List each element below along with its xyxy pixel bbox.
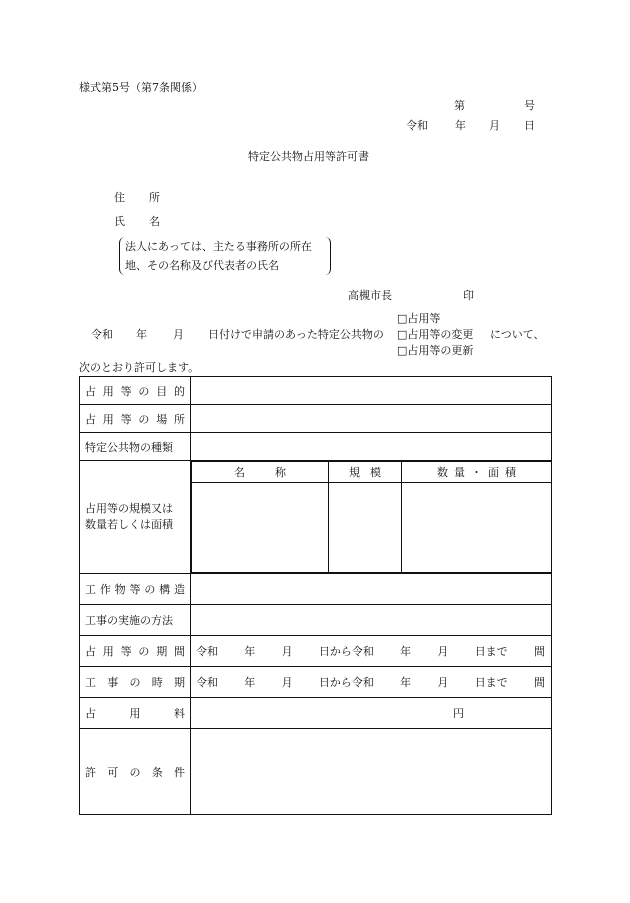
col-scale-header: 規 模 — [329, 462, 402, 483]
row-structure — [80, 574, 552, 605]
row-conditions — [80, 729, 552, 815]
body-about: について、 — [490, 328, 545, 341]
field-purpose[interactable] — [191, 377, 552, 405]
row-scale — [80, 461, 552, 574]
row-object-type — [80, 433, 552, 461]
field-conditions[interactable] — [191, 729, 552, 815]
cell-name[interactable] — [192, 483, 329, 573]
checkbox-occupancy-renewal[interactable]: □占用等の更新 — [397, 344, 474, 357]
date-era: 令和 — [406, 119, 428, 132]
field-scale — [191, 461, 552, 574]
seal-mark: 印 — [463, 289, 474, 302]
yen-unit: 円 — [453, 707, 464, 720]
permit-table — [79, 376, 552, 815]
field-construction-period[interactable]: 令和 年 月 日から令和 年 月 日まで 間 — [191, 667, 552, 698]
label-construction-period: 工 事 の 時 期 — [80, 667, 191, 698]
field-location[interactable] — [191, 405, 552, 433]
form-number: 様式第5号（第7条関係） — [79, 81, 203, 94]
checkbox-occupancy-change[interactable]: □占用等の変更 — [397, 328, 474, 341]
scale-header-row — [192, 462, 552, 483]
label-object-type: 特定公共物の種類 — [80, 433, 191, 461]
field-method[interactable] — [191, 605, 552, 636]
body-month: 月 — [173, 328, 184, 341]
label-scale: 占用等の規模又は 数量若しくは面積 — [80, 461, 191, 574]
field-structure[interactable] — [191, 574, 552, 605]
name-label: 氏 名 — [114, 215, 160, 228]
scale-subtable — [191, 461, 551, 573]
document-title: 特定公共物占用等許可書 — [248, 150, 369, 163]
row-period — [80, 636, 552, 667]
corporate-note-line1: 法人にあっては、主たる事務所の所在 — [125, 240, 312, 253]
row-method — [80, 605, 552, 636]
row-location — [80, 405, 552, 433]
scale-body-row — [192, 483, 552, 573]
date-month: 月 — [489, 119, 500, 132]
label-period: 占 用 等 の 期 間 — [80, 636, 191, 667]
number-prefix: 第 — [454, 99, 465, 112]
body-year: 年 — [136, 328, 147, 341]
checkbox-occupancy[interactable]: □占用等 — [397, 312, 441, 325]
number-suffix: 号 — [524, 99, 535, 112]
field-period[interactable]: 令和 年 月 日から令和 年 月 日まで 間 — [191, 636, 552, 667]
label-purpose: 占 用 等 の 目 的 — [80, 377, 191, 405]
date-day: 日 — [524, 119, 535, 132]
col-name-header: 名 称 — [192, 462, 329, 483]
corporate-note-line2: 地、その名称及び代表者の氏名 — [125, 259, 279, 272]
label-conditions: 許 可 の 条 件 — [80, 729, 191, 815]
row-construction-period — [80, 667, 552, 698]
body-main-text: 日付けで申請のあった特定公共物の — [208, 328, 384, 341]
label-location: 占 用 等 の 場 所 — [80, 405, 191, 433]
label-method: 工事の実施の方法 — [80, 605, 191, 636]
row-purpose — [80, 377, 552, 405]
address-label: 住 所 — [114, 191, 160, 204]
cell-quantity[interactable] — [402, 483, 552, 573]
label-structure: 工 作 物 等 の 構 造 — [80, 574, 191, 605]
body-line2: 次のとおり許可します。 — [79, 361, 200, 374]
body-reiwa: 令和 — [91, 328, 113, 341]
field-object-type[interactable] — [191, 433, 552, 461]
date-year: 年 — [455, 119, 466, 132]
cell-scale[interactable] — [329, 483, 402, 573]
field-fee[interactable] — [191, 698, 552, 729]
label-fee: 占 用 料 — [80, 698, 191, 729]
col-quantity-header: 数 量 ・ 面 積 — [402, 462, 552, 483]
mayor-title: 高槻市長 — [348, 289, 392, 302]
row-fee — [80, 698, 552, 729]
